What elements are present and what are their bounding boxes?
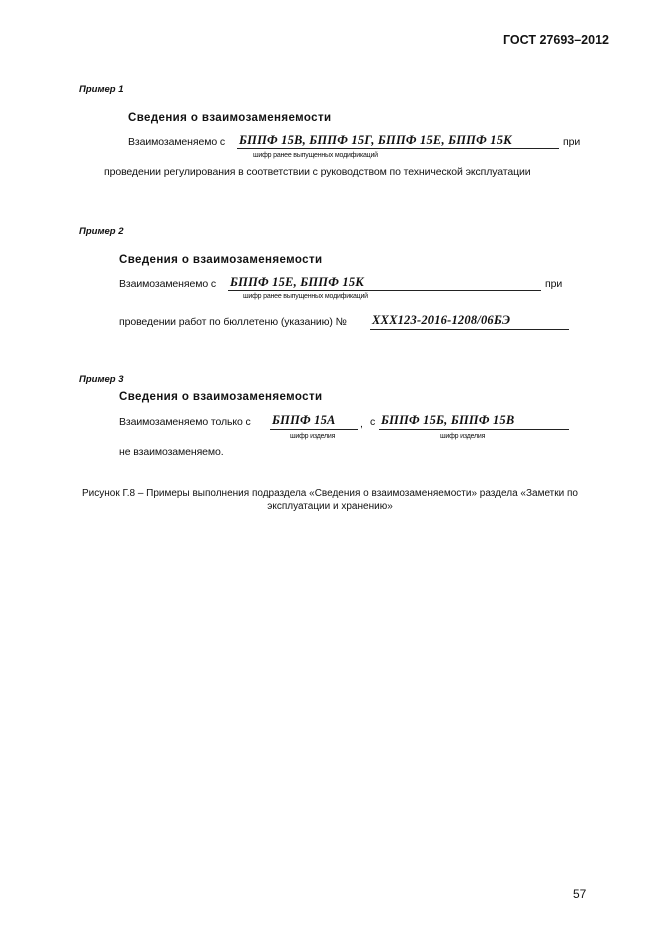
example-1-line2: проведении регулирования в соответствии с руководством по технической эксплуатации bbox=[104, 166, 531, 178]
example-1-underline bbox=[237, 148, 559, 149]
example-2-label: Пример 2 bbox=[79, 226, 124, 237]
example-1-value: БППФ 15В, БППФ 15Г, БППФ 15Е, БППФ 15К bbox=[239, 133, 512, 147]
example-2-value: БППФ 15Е, БППФ 15К bbox=[230, 275, 364, 289]
example-2-suffix: при bbox=[545, 278, 563, 290]
example-1-suffix: при bbox=[563, 136, 581, 148]
example-3-underline-a bbox=[270, 429, 358, 430]
example-3-prefix-b: с bbox=[370, 416, 376, 428]
page-number: 57 bbox=[573, 887, 587, 901]
document-header: ГОСТ 27693–2012 bbox=[503, 33, 609, 47]
example-2-underline bbox=[228, 290, 541, 291]
example-2-bulletin-underline bbox=[370, 329, 569, 330]
example-1-label: Пример 1 bbox=[79, 84, 124, 95]
example-3-line2: не взаимозаменяемо. bbox=[119, 446, 224, 458]
example-3-separator: , bbox=[360, 418, 363, 430]
example-3-value-b: БППФ 15Б, БППФ 15В bbox=[381, 413, 515, 427]
example-2-bulletin-number: ХХХ123-2016-1208/06БЭ bbox=[372, 313, 511, 327]
example-3-value-a: БППФ 15А bbox=[272, 413, 336, 427]
example-3-prefix: Взаимозаменяемо только с bbox=[119, 416, 251, 428]
example-3-caption-a: шифр изделия bbox=[290, 433, 336, 440]
example-3-label: Пример 3 bbox=[79, 374, 124, 385]
example-1-prefix: Взаимозаменяемо с bbox=[128, 136, 226, 148]
example-1-title: Сведения о взаимозаменяемости bbox=[128, 112, 332, 124]
example-2-caption: шифр ранее выпущенных модификаций bbox=[243, 293, 368, 300]
example-3-underline-b bbox=[379, 429, 569, 430]
figure-caption: Рисунок Г.8 – Примеры выполнения подраздела «Сведения о взаимозаменяемости» раздела «Заметки по эксплуатации и хранению» bbox=[82, 488, 578, 512]
example-2-title: Сведения о взаимозаменяемости bbox=[119, 254, 323, 266]
example-1-caption: шифр ранее выпущенных модификаций bbox=[253, 152, 378, 159]
example-3-caption-b: шифр изделия bbox=[440, 433, 486, 440]
example-3-title: Сведения о взаимозаменяемости bbox=[119, 391, 323, 403]
example-2-line2-prefix: проведении работ по бюллетеню (указанию) № bbox=[119, 316, 347, 328]
example-2-prefix: Взаимозаменяемо с bbox=[119, 278, 217, 290]
